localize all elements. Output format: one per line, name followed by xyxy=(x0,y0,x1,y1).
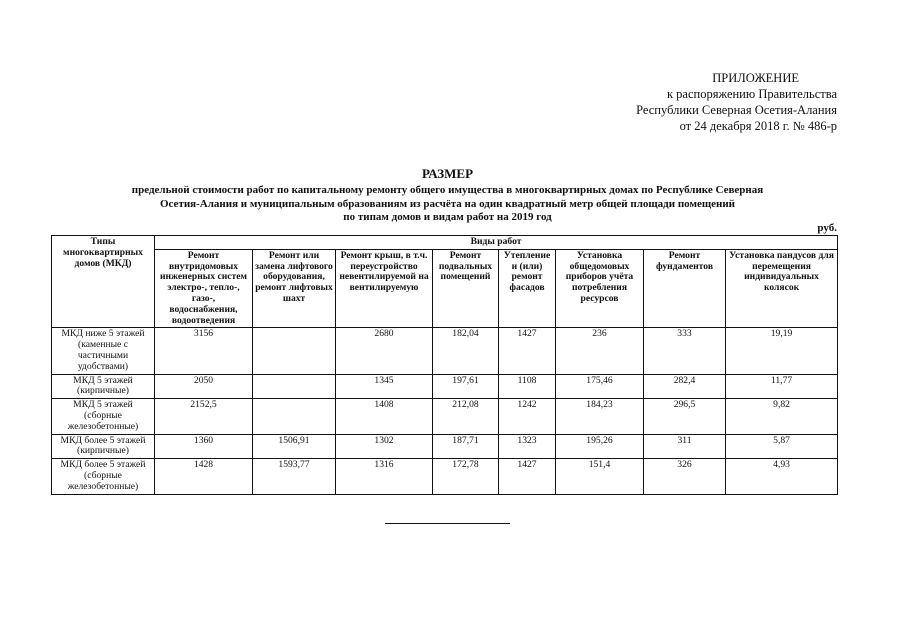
appendix-line-1: к распоряжению Правительства xyxy=(666,87,837,101)
column-header: Установка пандусов для перемещения индивидуальных колясок xyxy=(726,249,838,328)
cost-table xyxy=(51,235,838,495)
currency-unit: руб. xyxy=(817,222,837,234)
value-cell: 182,04 xyxy=(433,328,499,374)
table-row xyxy=(52,374,838,399)
value-cell: 296,5 xyxy=(644,399,726,434)
appendix-line-2: Республики Северная Осетия-Алания xyxy=(636,103,837,117)
value-cell: 197,61 xyxy=(433,374,499,399)
value-cell: 333 xyxy=(644,328,726,374)
column-header: Утепление и (или) ремонт фасадов xyxy=(499,249,556,328)
value-cell: 19,19 xyxy=(726,328,838,374)
value-cell: 151,4 xyxy=(556,459,644,494)
table-row xyxy=(52,328,838,374)
document-subtitle-line-3: по типам домов и видам работ на 2019 год xyxy=(343,211,552,223)
document-subtitle-line-2: Осетия-Алания и муниципальным образованиям из расчёта на один квадратный метр общей площади помещений xyxy=(159,197,736,210)
value-cell: 1360 xyxy=(155,434,253,459)
value-cell: 2152,5 xyxy=(155,399,253,434)
document-heading xyxy=(60,166,835,225)
appendix-line-3: от 24 декабря 2018 г. № 486-р xyxy=(679,119,837,133)
value-cell: 187,71 xyxy=(433,434,499,459)
house-type-cell: МКД 5 этажей (сборные железобетонные) xyxy=(52,399,155,434)
value-cell: 1108 xyxy=(499,374,556,399)
value-cell: 1593,77 xyxy=(253,459,336,494)
value-cell: 1345 xyxy=(336,374,433,399)
column-header: Ремонт внутридомовых инженерных систем электро-, тепло-, газо-, водоснабжения, водоотведения xyxy=(155,249,253,328)
value-cell: 2680 xyxy=(336,328,433,374)
table-row xyxy=(52,434,838,459)
value-cell: 282,4 xyxy=(644,374,726,399)
value-cell: 311 xyxy=(644,434,726,459)
value-cell: 1428 xyxy=(155,459,253,494)
header-work-types: Виды работ xyxy=(155,236,838,250)
house-type-cell: МКД более 5 этажей (сборные железобетонные) xyxy=(52,459,155,494)
value-cell: 1427 xyxy=(499,328,556,374)
value-cell: 1302 xyxy=(336,434,433,459)
document-title: РАЗМЕР xyxy=(421,166,474,181)
value-cell: 2050 xyxy=(155,374,253,399)
value-cell: 9,82 xyxy=(726,399,838,434)
value-cell: 1242 xyxy=(499,399,556,434)
column-header: Ремонт крыш, в т.ч. переустройство невентилируемой на вентилируемую xyxy=(336,249,433,328)
value-cell: 1323 xyxy=(499,434,556,459)
value-cell: 1316 xyxy=(336,459,433,494)
value-cell: 11,77 xyxy=(726,374,838,399)
house-type-cell: МКД 5 этажей (кирпичные) xyxy=(52,374,155,399)
value-cell: 184,23 xyxy=(556,399,644,434)
value-cell: 195,26 xyxy=(556,434,644,459)
signature-line xyxy=(385,523,510,524)
value-cell xyxy=(253,328,336,374)
table-row xyxy=(52,399,838,434)
value-cell: 1408 xyxy=(336,399,433,434)
value-cell: 1506,91 xyxy=(253,434,336,459)
value-cell: 1427 xyxy=(499,459,556,494)
header-house-types: Типы многоквартирных домов (МКД) xyxy=(52,236,155,328)
table-row xyxy=(52,459,838,494)
column-header: Ремонт или замена лифтового оборудования, ремонт лифтовых шахт xyxy=(253,249,336,328)
value-cell: 326 xyxy=(644,459,726,494)
value-cell: 5,87 xyxy=(726,434,838,459)
value-cell xyxy=(253,399,336,434)
value-cell: 3156 xyxy=(155,328,253,374)
house-type-cell: МКД более 5 этажей (кирпичные) xyxy=(52,434,155,459)
value-cell: 175,46 xyxy=(556,374,644,399)
house-type-cell: МКД ниже 5 этажей (каменные с частичными удобствами) xyxy=(52,328,155,374)
value-cell: 236 xyxy=(556,328,644,374)
appendix-title: ПРИЛОЖЕНИЕ xyxy=(712,71,799,85)
value-cell xyxy=(253,374,336,399)
appendix-block xyxy=(636,70,837,134)
value-cell: 212,08 xyxy=(433,399,499,434)
column-header: Установка общедомовых приборов учёта потребления ресурсов xyxy=(556,249,644,328)
value-cell: 4,93 xyxy=(726,459,838,494)
document-subtitle-line-1: предельной стоимости работ по капитальному ремонту общего имущества в многоквартирных домах по Республике Северная xyxy=(131,184,764,196)
column-header: Ремонт фундаментов xyxy=(644,249,726,328)
column-header: Ремонт подвальных помещений xyxy=(433,249,499,328)
value-cell: 172,78 xyxy=(433,459,499,494)
